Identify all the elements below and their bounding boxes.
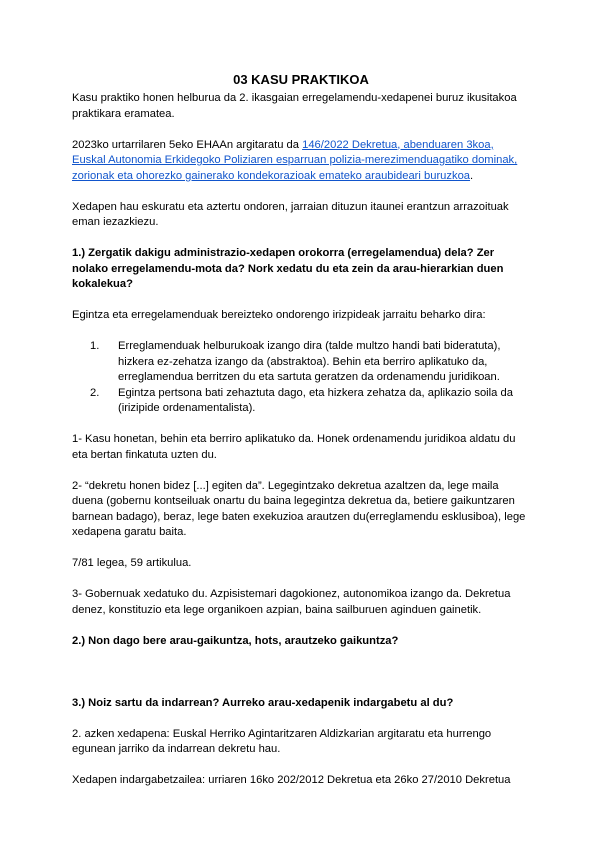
published-prefix: 2023ko urtarrilaren 5eko EHAAn argitaratu da — [72, 138, 303, 151]
list-number: 1. — [90, 340, 100, 352]
decree-link[interactable]: 146/2022 Dekretua, abenduaren 3koa, Euskal Autonomia Erkidegoko Poliziaren esparruan polizia-merezimenduagatiko dominak, zorionak eta ohorezko gainerako kondekorazioak emateko araubideari buruzkoa — [72, 138, 518, 182]
question-2: 2.) Non dago bere arau-gaikuntza, hots, arautzeko gaikuntza? — [72, 634, 399, 647]
list-text: Erreglamenduak helburukoak izango dira (talde multzo handi bati bideratuta), hizkera ez-zehatza izango da (abstraktoa). Behin eta berriro aplikatuko da, erreglamendua berritzen du eta sartuta geratzen da ordenamendu juridikoan. — [118, 340, 501, 383]
criteria-list — [72, 339, 530, 417]
published-suffix: . — [470, 169, 474, 182]
published-paragraph — [72, 138, 530, 185]
question-3: 3.) Noiz sartu da indarrean? Aurreko arau-xedapenik indargabetu al du? — [72, 696, 454, 709]
question-1: 1.) Zergatik dakigu administrazio-xedapen orokorra (erregelamendua) dela? Zer nolako erregelamendu-mota da? Nork xedatu du eta zein da arau-hierarkian duen kokalekua? — [72, 247, 504, 290]
page-title: 03 KASU PRAKTIKOA — [233, 72, 369, 87]
criteria-intro: Egintza eta erregelamenduak bereizteko ondorengo irizpideak jarraitu beharko dira: — [72, 309, 486, 321]
list-item — [72, 386, 530, 417]
intro-paragraph: Kasu praktiko honen helburua da 2. ikasgaian erregelamendu-xedapenei buruz ikusitakoa praktikara eramatea. — [72, 92, 517, 120]
answer-3-point-1: 2. azken xedapena: Euskal Herriko Agintaritzaren Aldizkarian argitaratu eta hurrengo egunean jarriko da indarrean dekretu hau. — [72, 727, 492, 755]
instruction-paragraph: Xedapen hau eskuratu eta aztertu ondoren, jarraian dituzun itaunei erantzun arrazoituak eman iezazkiezu. — [72, 200, 509, 228]
list-number: 2. — [90, 386, 100, 399]
answer-1-point-2: 2- “dekretu honen bidez [...] egiten da”. Legegintzako dekretua azaltzen da, lege maila duena (gobernu kontseiluak onartu du baina legegintza dekretua da, betiere gaikuntzaren barnean badago), beraz, lege baten exekuzioa arautzen du(erreglamendu esklusiboa), lege xedapena garatu baita. — [72, 479, 526, 538]
list-item — [72, 339, 530, 386]
answer-1-point-1: 1- Kasu honetan, behin eta berriro aplikatuko da. Honek ordenamendu juridikoa aldatu du eta bertan finkatuta uzten du. — [72, 433, 516, 461]
list-text: Egintza pertsona bati zehaztuta dago, eta hizkera zehatza da, aplikazio soila da (irizipide ordenamentalista). — [118, 386, 513, 414]
answer-1-point-3: 3- Gobernuak xedatuko du. Azpisistemari dagokionez, autonomikoa izango da. Dekretua denez, konstituzio eta lege organikoen azpian, baina sailburuen aginduen gainetik. — [72, 588, 511, 616]
document-page — [72, 72, 530, 789]
answer-1-law: 7/81 legea, 59 artikulua. — [72, 557, 192, 569]
answer-3-point-2: Xedapen indargabetzailea: urriaren 16ko 202/2012 Dekretua eta 26ko 27/2010 Dekretua — [72, 774, 511, 786]
